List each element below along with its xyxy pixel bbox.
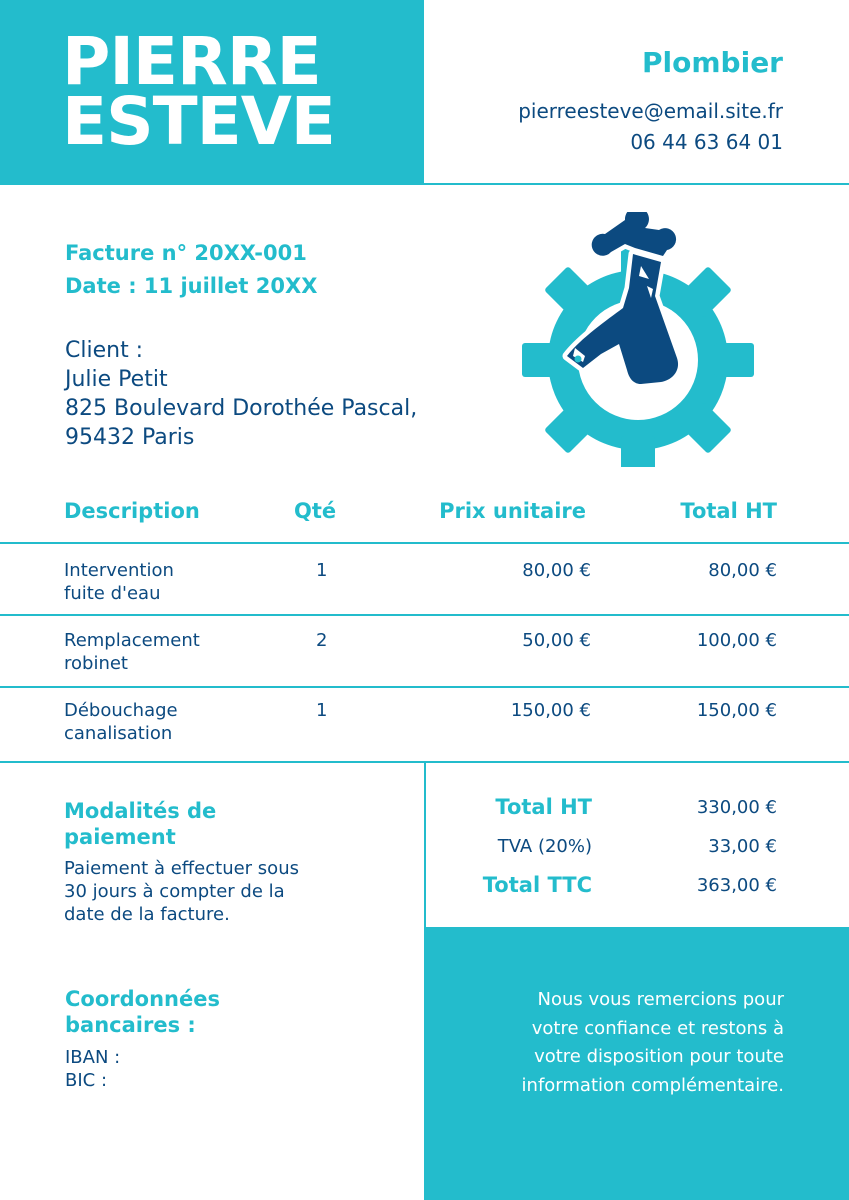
thank-you-message (454, 986, 784, 1100)
row-desc-line1: Remplacement (64, 630, 200, 651)
header-name-block (0, 0, 424, 183)
thanks-line1: Nous vous remercions pour (537, 989, 784, 1010)
client-address-line2: 95432 Paris (65, 425, 195, 450)
row-desc-line1: Intervention (64, 560, 174, 581)
row-total: 80,00 € (708, 560, 777, 581)
bank-title-line2: bancaires : (65, 1013, 196, 1037)
invoice-date: Date : 11 juillet 20XX (65, 274, 318, 298)
payment-terms-text (64, 857, 354, 926)
table-row-description (64, 629, 264, 675)
row-desc-line1: Débouchage (64, 700, 178, 721)
bank-bic: BIC : (65, 1070, 108, 1091)
row-desc-line2: canalisation (64, 723, 173, 744)
client-address-line1: 825 Boulevard Dorothée Pascal, (65, 396, 418, 421)
summary-total-ttc-label: Total TTC (482, 873, 592, 897)
profession-title: Plombier (642, 46, 783, 79)
bank-title-line1: Coordonnées (65, 987, 220, 1011)
name-first: PIERRE (62, 23, 321, 100)
thank-you-box (426, 928, 849, 1200)
table-divider (0, 686, 849, 688)
table-row-description (64, 699, 264, 745)
plumbing-gear-faucet-icon (515, 212, 760, 467)
table-divider (0, 614, 849, 616)
summary-total-ht-label: Total HT (495, 795, 592, 819)
row-qty: 1 (316, 700, 328, 721)
invoice-number: Facture n° 20XX-001 (65, 241, 307, 265)
row-qty: 2 (316, 630, 328, 651)
row-unit-price: 150,00 € (510, 700, 591, 721)
thanks-line2: votre confiance et restons à (531, 1017, 784, 1039)
thanks-line3: votre disposition pour toute (534, 1046, 784, 1067)
name-last: ESTEVE (62, 83, 335, 160)
column-header-total: Total HT (680, 499, 777, 523)
client-name: Julie Petit (65, 367, 168, 392)
row-total: 150,00 € (696, 700, 777, 721)
payment-text-line1: Paiement à effectuer sous (64, 858, 299, 879)
contact-phone: 06 44 63 64 01 (630, 130, 783, 154)
contact-email: pierreesteve@email.site.fr (518, 99, 783, 123)
payment-text-line3: date de la facture. (64, 904, 230, 925)
header-divider (0, 183, 849, 185)
table-divider (0, 542, 849, 544)
column-header-qty: Qté (294, 499, 337, 523)
column-header-unit-price: Prix unitaire (439, 499, 586, 523)
payment-terms-title (64, 798, 324, 850)
summary-total-ttc-value: 363,00 € (696, 875, 777, 896)
payment-title-line1: Modalités de (64, 799, 217, 823)
payment-title-line2: paiement (64, 825, 176, 849)
client-label: Client : (65, 338, 144, 363)
row-unit-price: 80,00 € (522, 560, 591, 581)
bank-iban: IBAN : (65, 1047, 121, 1068)
bank-details-title (65, 986, 325, 1038)
bank-details-text (65, 1046, 355, 1092)
row-unit-price: 50,00 € (522, 630, 591, 651)
payment-text-line2: 30 jours à compter de la (64, 881, 285, 902)
summary-tva-value: 33,00 € (708, 836, 777, 857)
row-total: 100,00 € (696, 630, 777, 651)
row-desc-line2: fuite d'eau (64, 583, 161, 604)
thanks-line4: information complémentaire. (521, 1074, 784, 1096)
column-header-description: Description (64, 499, 200, 523)
table-row-description (64, 559, 264, 605)
summary-total-ht-value: 330,00 € (696, 797, 777, 818)
row-desc-line2: robinet (64, 653, 128, 674)
summary-tva-label: TVA (20%) (497, 836, 592, 857)
row-qty: 1 (316, 560, 328, 581)
